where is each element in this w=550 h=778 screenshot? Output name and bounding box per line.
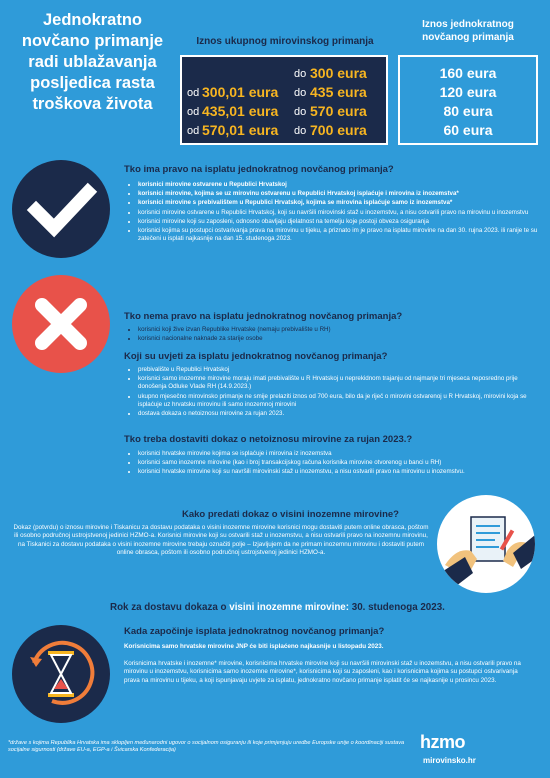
eligible-list [126,181,543,244]
list-item: • korisnici mirovine koji su zaposleni, odnosno obavljaju djelatnost na temelju koje postoji obveza osiguranja [138,218,543,226]
list-item: • korisnici hrvatske mirovine kojima se isplaćuje i mirovina iz inozemstva [138,450,543,458]
list-item: • korisnici kojima su postupci ostvarivanja prava na mirovinu u tijeku, a priznato im je pravo na isplatu mirovine na dan 30. rujna 2023. ili ranije te su zatečeni u isplati najkasnije na dan 15. studenoga 2023. [138,227,543,243]
amount-cell: 120 eura [439,84,497,100]
list-item: • korisnici mirovine s prebivalištem u Republici Hrvatskoj, kojima se mirovina isplaćuje samo iz inozemstva* [138,199,543,207]
eligible-heading: Tko ima pravo na isplatu jednokratnog novčanog primanja? [124,164,394,175]
amount-cell: 60 eura [443,122,493,138]
list-item: • korisnici mirovine ostvarene u Republici Hrvatskoj, koji su navršili mirovinski staž u inozemstvu, a nisu ostvarili pravo na mirovinu u inozemstvu [138,209,543,217]
list-item: • ukupno mjesečno mirovinsko primanje ne smije prelaziti iznos od 700 eura, bilo da je riječ o mirovini ostvarenoj u R Hrvatskoj, mirovini koja se isplaćuje uz hrvatsku mirovinu ili samo inozemnoj mirovini [138,393,543,409]
not-eligible-list [126,326,538,344]
payment-start-p2: Korisnicima hrvatske i inozemne* mirovine, korisnicima hrvatske mirovine koji su navršili mirovinski staž u inozemstvu, a nisu ostvarili pravo na mirovinu u inozemstvu, korisnicima samo inozemne mirovine*, korisnicima koji su zaposleni, kao i korisnicima kojima su postupci ostvarivanja prava na mirovinu u tijeku, a koji ispunjavaju uvjete za isplatu, jednokratno novčano primanje isplatit će se najkasnije u prosincu 2023. [124,660,521,684]
list-item: • korisnici samo inozemne mirovine (kao i broj transakcijskog računa korisnika mirovine otvorenog u banci u RH) [138,459,543,467]
conditions-list [126,366,543,419]
payment-amounts-box [398,55,538,145]
document-hands-icon [437,495,535,593]
cross-icon [12,275,110,373]
proof-how-heading: Kako predati dokaz o visini inozemne mirovine? [182,509,399,520]
list-item: • korisnici nacionalne naknade za starije osobe [138,335,538,343]
logo-site: mirovinsko.hr [423,756,476,765]
list-item: • korisnici mirovine, kojima se uz mirovinu ostvarenu u Republici Hrvatskoj isplaćuje i mirovina iz inozemstva* [138,190,543,198]
list-item: • korisnici mirovine ostvarene u Republici Hrvatskoj [138,181,543,189]
amount-cell: 160 eura [439,65,497,81]
hourglass-icon [12,625,110,723]
page-title: Jednokratno novčano primanje radi ublažavanja posljedica rasta troškova života [21,11,164,113]
list-item: • dostava dokaza o netoiznosu mirovine za rujan 2023. [138,410,543,418]
payment-start-heading: Kada započinje isplata jednokratnog novčanog primanja? [124,626,385,637]
proof-how-text: Dokaz (potvrdu) o iznosu mirovine i Tiskanicu za dostavu podataka o visini inozemne mirovine korisnici mogu dostaviti putem online obrasca, poštom ili osobno područnoj ustrojstvenoj jedinici HZMO-a. Korisnici mirovine koji su ostvarili staž u inozemstvu, a nisu ostvarili pravo na inozemnu mirovinu, na Tiskanici za dostavu podataka o visini inozemne mirovine trebaju označiti polje – Izjavljujem da ne primam inozemnu mirovinu i dostaviti putem online obrasca, poštom ili osobno područnoj ustrojstvenoj jedinici HZMO-a. [13,524,429,556]
not-eligible-heading: Tko nema pravo na isplatu jednokratnog novčanog primanja? [124,311,403,322]
hzmo-logo [420,732,465,753]
amount-cell: 80 eura [443,103,493,119]
table-right-header: Iznos jednokratnog novčanog primanja [422,19,514,43]
list-item: • prebivalište u Republici Hrvatskoj [138,366,543,374]
list-item: • korisnici koji žive izvan Republike Hrvatske (nemaju prebivalište u RH) [138,326,538,334]
list-item: • korisnici hrvatske mirovine koji su navršili mirovinski staž u inozemstvu, a nisu ostvarili pravo na mirovinu u inozemstvu. [138,468,543,476]
pension-ranges-box: do 300 eura od 300,01 eura do 435 eura od 435,01 eura do 570 eura od 570,01 eura do 700 eura [180,55,388,145]
deadline-line: Rok za dostavu dokaza o visini inozemne mirovine: 30. studenoga 2023. [110,602,445,613]
proof-who-list [126,450,543,478]
footnote: *države s kojima Republika Hrvatska ima sklopljen međunarodni ugovor o socijalnom osiguranju ili koje primjenjuju uredbe Europske unije o koordinaciji sustava socijalne sigurnosti (države EU-a, EGP-a i Švicarska Konfederacija) [8,740,405,753]
payment-start-p1: Korisnicima samo hrvatske mirovine JNP će biti isplaćeno najkasnije u listopadu 2023. [124,643,384,650]
conditions-heading: Koji su uvjeti za isplatu jednokratnog novčanog primanja? [124,351,388,362]
proof-who-heading: Tko treba dostaviti dokaz o netoiznosu mirovine za rujan 2023.? [124,434,413,445]
list-item: • korisnici samo inozemne mirovine moraju imati prebivalište u R Hrvatskoj u neprekidnom trajanju od najmanje tri mjeseca neposredno prije donošenja Odluke Vlade RH (14.9.2023.) [138,375,543,391]
check-icon [12,160,110,258]
logo-brand: hzmo [420,732,465,752]
table-left-header: Iznos ukupnog mirovinskog primanja [196,36,374,47]
